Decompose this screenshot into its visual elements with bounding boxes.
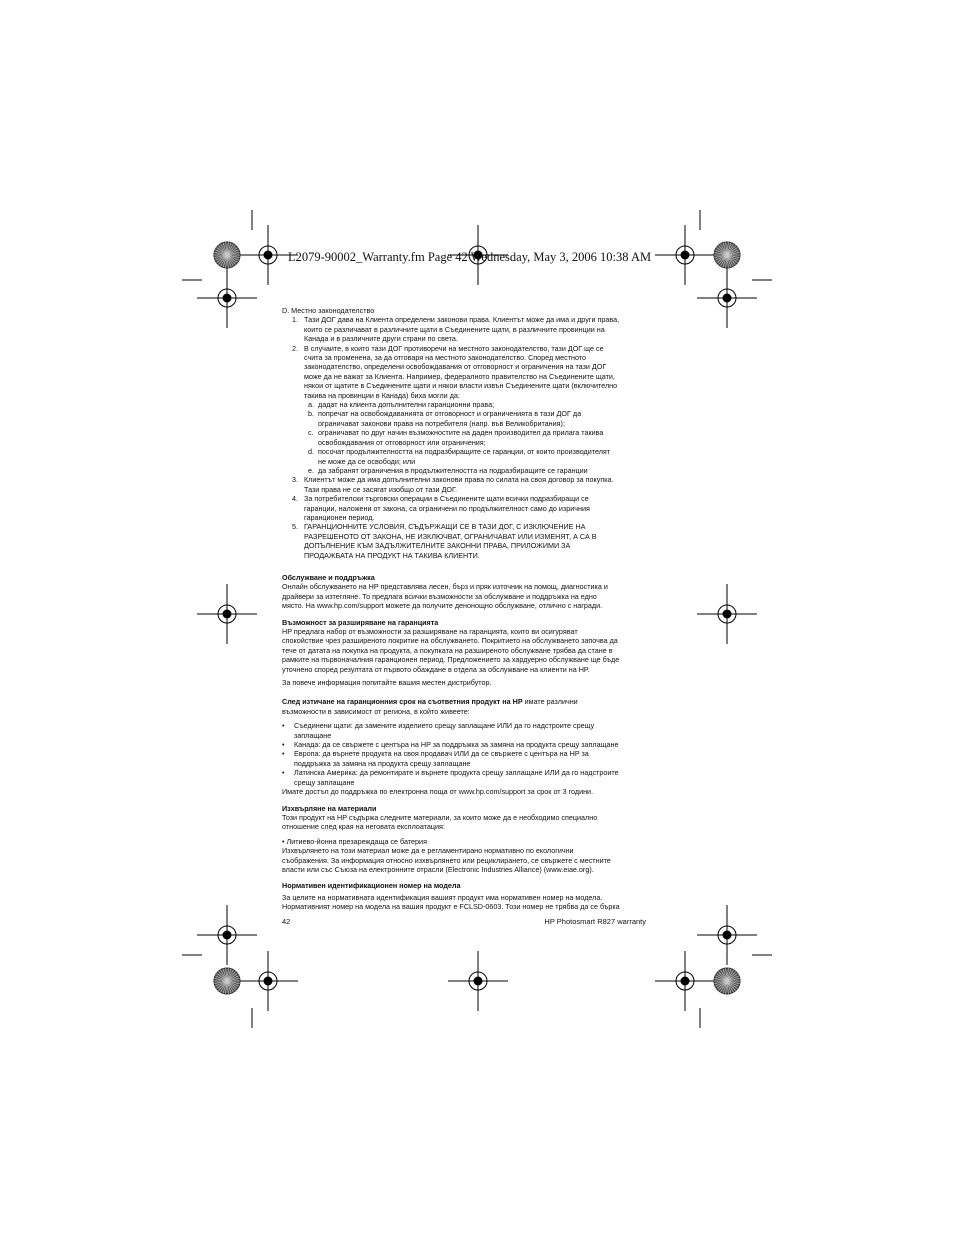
list-item bbox=[282, 466, 646, 475]
service-heading: Обслужване и поддръжка bbox=[282, 572, 375, 582]
list-marker: e. bbox=[308, 465, 314, 475]
list-item bbox=[282, 522, 646, 560]
list-item bbox=[282, 721, 646, 740]
list-item-line: Канада и в различните други страни по света. bbox=[304, 334, 458, 344]
text-line: Онлайн обслужването на HP представлява лесен, бърз и пряк източник на помощ, диагностика и bbox=[282, 582, 608, 592]
list-item-line: Тази права не се засягат изобщо от тази ДОГ. bbox=[304, 484, 458, 494]
text-line: Изхвърлянето на този материал може да е регламентирано нормативно по екологични bbox=[282, 846, 574, 856]
list-item bbox=[282, 447, 646, 466]
list-item bbox=[282, 400, 646, 409]
list-item-line: някои от щатите в Съединените щати и някои власти извън Съединените щати (включително bbox=[304, 381, 618, 391]
list-item-line: посочат продължителността на подразбиращите се гаранции, от които производителят bbox=[318, 447, 611, 457]
list-item-line: Канада: да се свържете с центъра на HP за поддръжка за замяна на продукта срещу заплащане bbox=[294, 740, 619, 750]
list-marker: 5. bbox=[292, 522, 298, 532]
section-d-heading: D. Местно законодателство bbox=[282, 306, 375, 315]
text-line: драйвери за изтегляне. То предлага всички възможности за обслужване и поддръжка на едно bbox=[282, 591, 597, 601]
list-item-line: ограничават законови права на потребителя (напр. във Великобритания); bbox=[318, 418, 565, 428]
list-marker: 3. bbox=[292, 475, 298, 485]
text-line: HP предлага набор от възможности за разширяване на гаранцията, които ви осигуряват bbox=[282, 627, 578, 636]
list-item-line: За потребителски търговски операции в Съединените щати всички подразбиращи се bbox=[304, 494, 589, 504]
after-expiry-bullets bbox=[282, 721, 646, 787]
list-item bbox=[282, 409, 646, 428]
list-marker: d. bbox=[308, 447, 314, 457]
model-heading: Нормативен идентификационен номер на модела bbox=[282, 881, 461, 891]
list-item-line: гаранции, наложени от закона, са ограничени по продължителност само до изричния bbox=[304, 503, 590, 513]
list-item-line: дадат на клиента допълнителни гаранционни права; bbox=[318, 400, 495, 410]
list-item bbox=[282, 768, 646, 787]
list-item-line: освобождавания от отговорност или ограничения; bbox=[318, 437, 486, 447]
section-d-items bbox=[282, 315, 646, 560]
list-item-line: ДОПЪЛНЕНИЕ КЪМ ЗАДЪЛЖИТЕЛНИТЕ ЗАКОННИ ПРАВА, ПРИЛОЖИМИ ЗА bbox=[304, 541, 571, 551]
disposal-bullet: • Литиево-йонна презареждаща се батерия bbox=[282, 836, 427, 846]
list-marker: • bbox=[282, 768, 285, 778]
list-marker: a. bbox=[308, 400, 314, 410]
list-item-line: заплащане bbox=[294, 730, 332, 740]
page-number: 42 bbox=[282, 917, 291, 926]
list-item bbox=[282, 740, 646, 749]
list-item-line: попречат на освобождаванията от отговорност и ограниченията в тази ДОГ да bbox=[318, 409, 582, 419]
list-marker: • bbox=[282, 740, 285, 750]
after-expiry-bold: След изтичане на гаранционния срок на съответния продукт на HP bbox=[282, 697, 523, 707]
text-line: Нормативният номер на модела на вашия продукт е FCLSD-0603. Този номер не трябва да се бърка bbox=[282, 902, 620, 912]
list-item-line: поддръжка за замяна на продукта срещу заплащане bbox=[294, 758, 471, 768]
list-marker: b. bbox=[308, 409, 314, 419]
text-line: място. На www.hp.com/support можете да получите денонощно обслужване, отлично с награди. bbox=[282, 601, 603, 611]
after-expiry-line2: възможности в зависимост от региона, в който живеете: bbox=[282, 706, 470, 716]
text-line: отношение след края на неговата експлоатация: bbox=[282, 822, 445, 832]
list-item-line: законодателство, определени освобождавания от отговорност и ограничения на тази ДОГ bbox=[304, 362, 607, 372]
list-item-line: В случаите, в които тази ДОГ противоречи на местното законодателство, тази ДОГ ще се bbox=[304, 343, 604, 353]
extension-more-info: За повече информация попитайте вашия местен дистрибутор. bbox=[282, 678, 492, 688]
list-marker: 2. bbox=[292, 343, 298, 353]
list-item bbox=[282, 315, 646, 343]
list-marker: c. bbox=[308, 428, 314, 438]
list-marker: 1. bbox=[292, 315, 298, 325]
list-item-line: ограничават по друг начин възможностите на даден производител да прилага такива bbox=[318, 428, 604, 438]
disposal-text-2 bbox=[282, 846, 646, 874]
text-line: За целите на нормативната идентификация вашият продукт има нормативен номер на модела. bbox=[282, 892, 603, 902]
list-item-line: Тази ДОГ дава на Клиента определени законови права. Клиентът може да има и други права, bbox=[304, 315, 620, 325]
list-item-line: не може да се освободи; или bbox=[318, 456, 416, 466]
document-body bbox=[282, 306, 646, 912]
text-line: съображения. За информация относно изхвърлянето или рециклирането, се свържете с местните bbox=[282, 855, 611, 865]
list-item-line: Съединени щати: да замените изделието срещу заплащане ИЛИ да го надстроите срещу bbox=[294, 721, 595, 731]
list-item-line: Латинска Америка: да ремонтирате и върнете продукта срещу заплащане ИЛИ да го надстроите bbox=[294, 768, 619, 778]
after-expiry-rest: имате различни bbox=[522, 697, 578, 707]
list-item bbox=[282, 494, 646, 522]
list-item bbox=[282, 344, 646, 400]
list-item bbox=[282, 428, 646, 447]
list-item-line: гаранционен период. bbox=[304, 512, 375, 522]
footer-title: HP Photosmart R827 warranty bbox=[544, 917, 646, 926]
list-item-line: срещу заплащане bbox=[294, 777, 355, 787]
disposal-heading: Изхвърляне на материали bbox=[282, 803, 377, 813]
email-support-text: Имате достъп до поддръжка по електронна поща от www.hp.com/support за срок от 3 години. bbox=[282, 787, 594, 797]
service-text bbox=[282, 582, 646, 610]
list-item-line: които се различават в различните щати в Съединените щати, в различните провинции на bbox=[304, 324, 605, 334]
list-item-line: може да не важат за Клиента. Например, федералното правителство на Съединените щати, bbox=[304, 371, 615, 381]
model-text bbox=[282, 893, 646, 912]
file-slug-header: L2079-90002_Warranty.fm Page 42 Wednesday, May 3, 2006 10:38 AM bbox=[288, 250, 652, 264]
text-line: Този продукт на HP съдържа следните материали, за които може да е необходимо специално bbox=[282, 812, 598, 822]
text-line: уточнено според резултата от първото обаждане в отдела за обслужване на клиенти на HP. bbox=[282, 664, 590, 674]
text-line: тече от датата на покупка на продукта, а покупката на разширеното обслужване трябва да стане в bbox=[282, 645, 613, 655]
list-item bbox=[282, 475, 646, 494]
list-marker: • bbox=[282, 749, 285, 759]
list-item bbox=[282, 749, 646, 768]
list-item-line: РАЗРЕШЕНОТО ОТ ЗАКОНА, НЕ ИЗКЛЮЧВАТ, ОГРАНИЧАВАТ ИЛИ ИЗМЕНЯТ, А СА В bbox=[304, 531, 597, 541]
list-item-line: ГАРАНЦИОННИТЕ УСЛОВИЯ, СЪДЪРЖАЩИ СЕ В ТАЗИ ДОГ, С ИЗКЛЮЧЕНИЕ НА bbox=[304, 522, 586, 532]
list-marker: • bbox=[282, 721, 285, 731]
extension-heading: Възможност за разширяване на гаранцията bbox=[282, 617, 439, 627]
text-line: рамките на първоначалния гаранционен период. Предложението за хардуерно обслужване ще бъде bbox=[282, 655, 620, 665]
list-item-line: да забранят ограничения в продължителността на подразбиращите се гаранции bbox=[318, 465, 588, 475]
list-item-line: такива на провинции в Канада) биха могли да: bbox=[304, 390, 460, 400]
list-item-line: счита за променена, за да отговаря на местното законодателство. Според местното bbox=[304, 353, 587, 363]
text-line: власти или със Съюза на електронните отрасли (Electronic Industries Alliance) (www.eiae.org). bbox=[282, 864, 594, 874]
list-marker: 4. bbox=[292, 494, 298, 504]
extension-text bbox=[282, 627, 646, 674]
list-item-line: Европа: да върнете продукта на своя продавач ИЛИ да се свържете с центъра на HP за bbox=[294, 749, 589, 759]
disposal-text bbox=[282, 813, 646, 832]
list-item-line: ПРОДАЖБАТА НА ПРОДУКТ НА ТАКИВА КЛИЕНТИ. bbox=[304, 550, 480, 560]
after-expiry-intro bbox=[282, 697, 646, 706]
text-line: спокойствие чрез разширеното покритие на обслужването. Покритието на обслужването започва да bbox=[282, 636, 618, 646]
list-item-line: Клиентът може да има допълнителни законови права по силата на своя договор за покупка. bbox=[304, 475, 614, 485]
